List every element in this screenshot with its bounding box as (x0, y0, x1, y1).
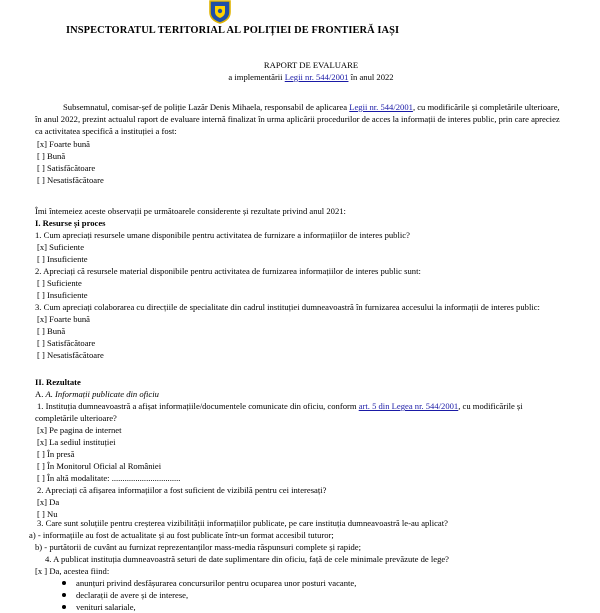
checkbox-option[interactable]: [ ] Insuficiente (37, 290, 88, 300)
checkbox-option[interactable]: [ ] Suficiente (37, 278, 82, 288)
question: 2. Apreciați că afișarea informațiilor a fost suficient de vizibilă pentru cei interesați? (37, 485, 327, 495)
checkbox-option[interactable]: [x] Pe pagina de internet (37, 425, 122, 435)
question: 4. A publicat instituția dumneavoastră seturi de date suplimentare din oficiu, față de cele minimale prevăzute de lege? (45, 554, 449, 564)
checkbox-option[interactable]: [x] Foarte bună (37, 139, 90, 149)
police-crest-logo (207, 0, 233, 24)
law-link-intro[interactable]: Legii nr. 544/2001 (349, 102, 413, 112)
list-item: anunțuri privind desfășurarea concursurilor pentru ocuparea unor posturi vacante, (35, 577, 565, 589)
answer-line: b) - purtătorii de cuvânt au furnizat reprezentanților mass-media răspunsuri complete și rapide; (35, 542, 361, 552)
checkbox-option[interactable]: [ ] Insuficiente (37, 254, 88, 264)
section-resources (35, 205, 565, 361)
checkbox-option[interactable]: [x] Foarte bună (37, 314, 90, 324)
article-link[interactable]: art. 5 din Legea nr. 544/2001 (358, 401, 459, 411)
question: 2. Apreciați că resursele material disponibile pentru activitatea de furnizarea informațiilor de interes public sunt: (35, 266, 421, 276)
checkbox-option[interactable]: [x ] Da, acestea fiind: (35, 566, 110, 576)
subsection-heading: A. A. Informații publicate din oficiu (35, 389, 159, 399)
checkbox-option[interactable]: [ ] Bună (37, 151, 66, 161)
visibility-solutions (29, 517, 565, 613)
report-subtitle: a implementării Legii nr. 544/2001 în anul 2022 (228, 72, 394, 82)
checkbox-option[interactable]: [ ] În Monitorul Oficial al României (37, 461, 162, 471)
institution-name: INSPECTORATUL TERITORIAL AL POLIȚIEI DE FRONTIERĂ IAȘI (66, 25, 400, 36)
law-link[interactable]: Legii nr. 544/2001 (284, 72, 349, 82)
checkbox-option[interactable]: [ ] Satisfăcătoare (37, 163, 96, 173)
checkbox-option[interactable]: [ ] Bună (37, 326, 66, 336)
checkbox-option[interactable]: [x] La sediul instituției (37, 437, 116, 447)
checkbox-option[interactable]: [ ] Nu (37, 509, 58, 519)
question: 1. Cum apreciați resursele umane disponibile pentru activitatea de furnizare a informațiilor de interes public? (35, 230, 410, 240)
question: 1. Instituția dumneavoastră a afișat informațiile/documentele comunicate din oficiu, conform art. 5 din Legea nr. 544/2001, cu modificările și (37, 401, 523, 411)
checkbox-option[interactable]: [ ] În altă modalitate: ................................ (37, 473, 181, 483)
checkbox-option[interactable]: [ ] Nesatisfăcătoare (37, 175, 104, 185)
checkbox-option[interactable]: [ ] În presă (37, 449, 75, 459)
report-title: RAPORT DE EVALUARE (263, 60, 359, 70)
intro-paragraph: Subsemnatul, comisar-șef de poliție Lazăr Denis Mihaela, responsabil de aplicarea Legii nr. 544/2001, cu modificările și completările ulterioare, în anul 2022, prezint actualul raport de evaluare internă finalizat în urma aplicării procedurilor de acces la informații de interes public, prin care apreciez ca activitatea specifică a instituției a fost: (35, 102, 560, 136)
question: 3. Cum apreciați colaborarea cu direcțiile de specialitate din cadrul instituției dumneavoastră în furnizarea accesului la informații de interes public: (35, 302, 540, 312)
intro-options (35, 138, 565, 186)
answer-line: a) - informațiile au fost de actualitate și au fost publicate într-un format accesibil tuturor; (29, 530, 334, 540)
checkbox-option[interactable]: [ ] Satisfăcătoare (37, 338, 96, 348)
question: 3. Care sunt soluțiile pentru creșterea vizibilității informațiilor publicate, pe care instituția dumneavoastră le-au aplicat? (37, 518, 448, 528)
dataset-list (35, 577, 565, 613)
section-heading: II. Rezultate (35, 377, 81, 387)
checkbox-option[interactable]: [x] Suficiente (37, 242, 85, 252)
list-item: declarații de avere și de interese, (35, 589, 565, 601)
section-heading: I. Resurse și proces (35, 218, 106, 228)
section-intro: Îmi întemeiez aceste observații pe următoarele considerente și rezultate privind anul 2021: (35, 206, 346, 216)
list-item: venituri salariale, (35, 601, 565, 613)
checkbox-option[interactable]: [ ] Nesatisfăcătoare (37, 350, 104, 360)
section-results: II. Rezultate A. A. Informații publicate din oficiu 1. Instituția dumneavoastră a afișat informațiile/documentele comunicate din oficiu, conform art. 5 din Legea nr. 544/2001, cu modificările și completările ulterioare? [x] Pe pagina de internet [x] La sediul instituției [ ] În presă [ ] În Monitorul Oficial al României [ ] În altă modalitate: ................................ 2. Apreciați că afișarea informațiilor a fost suficient de vizibilă pentru cei interesați? [x] Da [ ] Nu (35, 376, 565, 520)
checkbox-option[interactable]: [x] Da (37, 497, 60, 507)
